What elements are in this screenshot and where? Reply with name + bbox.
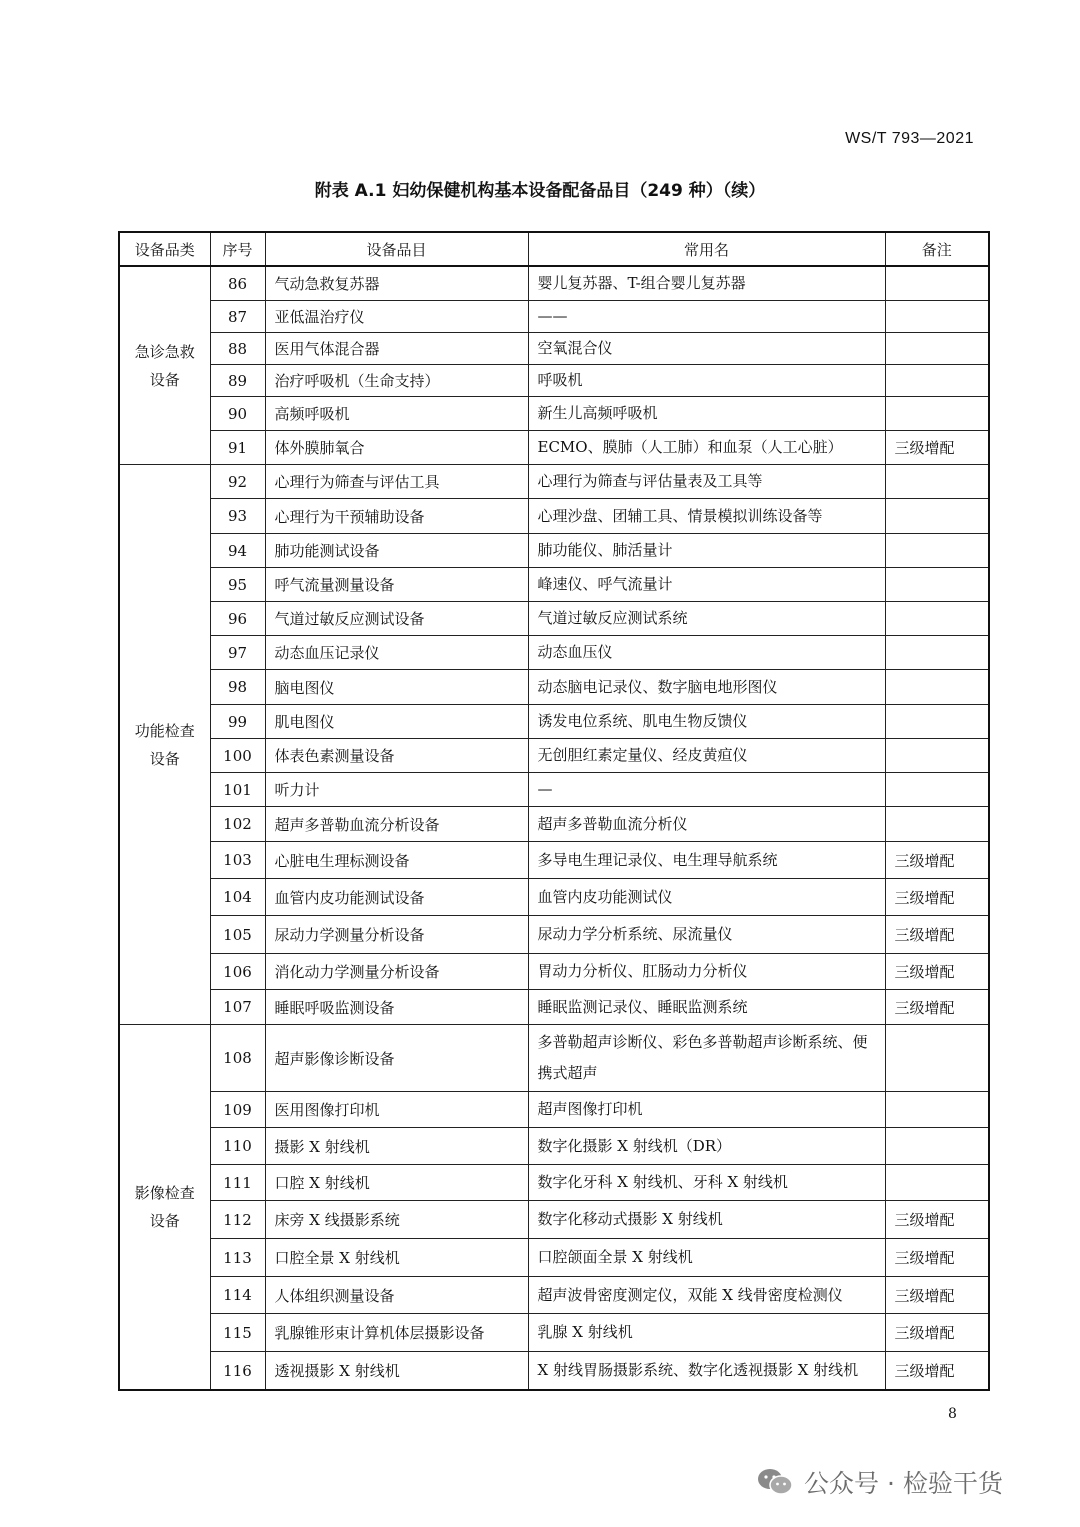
note-cell <box>885 397 989 431</box>
row-number-cell: 108 <box>210 1025 265 1092</box>
row-number-cell: 97 <box>210 636 265 670</box>
note-cell <box>885 705 989 739</box>
item-cell: 高频呼吸机 <box>265 397 528 431</box>
item-cell: 医用图像打印机 <box>265 1092 528 1128</box>
note-cell: 三级增配 <box>885 1239 989 1277</box>
note-cell: 三级增配 <box>885 990 989 1025</box>
common-name-cell: 婴儿复苏器、T-组合婴儿复苏器 <box>528 266 885 301</box>
common-name-cell: 空氧混合仪 <box>528 333 885 365</box>
common-name-cell: 数字化移动式摄影 X 射线机 <box>528 1201 885 1239</box>
table-row <box>119 1201 989 1239</box>
table-row <box>119 954 989 990</box>
table-row <box>119 990 989 1025</box>
table-row <box>119 465 989 499</box>
note-cell: 三级增配 <box>885 954 989 990</box>
row-number-cell: 113 <box>210 1239 265 1277</box>
note-cell <box>885 1165 989 1201</box>
table-row <box>119 1025 989 1092</box>
item-cell: 体外膜肺氧合 <box>265 431 528 465</box>
common-name-cell: 峰速仪、呼气流量计 <box>528 568 885 602</box>
common-name-cell: 睡眠监测记录仪、睡眠监测系统 <box>528 990 885 1025</box>
table-row <box>119 807 989 842</box>
watermark <box>756 1464 1003 1500</box>
item-cell: 心脏电生理标测设备 <box>265 842 528 879</box>
row-number-cell: 88 <box>210 333 265 365</box>
table-row <box>119 1277 989 1314</box>
note-cell <box>885 1025 989 1092</box>
table-row <box>119 333 989 365</box>
common-name-cell: 超声波骨密度测定仪，双能 X 线骨密度检测仪 <box>528 1277 885 1314</box>
wechat-icon <box>756 1466 794 1498</box>
row-number-cell: 110 <box>210 1128 265 1165</box>
common-name-cell: 气道过敏反应测试系统 <box>528 602 885 636</box>
item-cell: 肌电图仪 <box>265 705 528 739</box>
column-header: 设备品目 <box>265 232 528 266</box>
table-row <box>119 1352 989 1391</box>
category-cell <box>119 1025 210 1391</box>
table-title: 附表 A.1 妇幼保健机构基本设备配备品目（249 种）（续） <box>314 181 766 201</box>
item-cell: 医用气体混合器 <box>265 333 528 365</box>
note-cell <box>885 333 989 365</box>
common-name-cell: 血管内皮功能测试仪 <box>528 879 885 916</box>
item-cell: 脑电图仪 <box>265 670 528 705</box>
row-number-cell: 103 <box>210 842 265 879</box>
table-row <box>119 739 989 773</box>
row-number-cell: 116 <box>210 1352 265 1391</box>
table-row <box>119 705 989 739</box>
common-name-cell: 多导电生理记录仪、电生理导航系统 <box>528 842 885 879</box>
column-header: 备注 <box>885 232 989 266</box>
equipment-table <box>118 231 990 1391</box>
item-cell: 睡眠呼吸监测设备 <box>265 990 528 1025</box>
item-cell: 人体组织测量设备 <box>265 1277 528 1314</box>
common-name-cell: 无创胆红素定量仪、经皮黄疸仪 <box>528 739 885 773</box>
note-cell <box>885 499 989 534</box>
item-cell: 血管内皮功能测试设备 <box>265 879 528 916</box>
table-row <box>119 916 989 954</box>
category-label: 功能检查 <box>134 721 195 740</box>
note-cell: 三级增配 <box>885 1314 989 1352</box>
row-number-cell: 90 <box>210 397 265 431</box>
category-cell <box>119 266 210 465</box>
row-number-cell: 91 <box>210 431 265 465</box>
item-cell: 心理行为干预辅助设备 <box>265 499 528 534</box>
item-cell: 超声多普勒血流分析设备 <box>265 807 528 842</box>
table-row <box>119 773 989 807</box>
item-cell: 乳腺锥形束计算机体层摄影设备 <box>265 1314 528 1352</box>
category-cell <box>119 465 210 1025</box>
common-name-cell: 口腔颌面全景 X 射线机 <box>528 1239 885 1277</box>
note-cell: 三级增配 <box>885 1277 989 1314</box>
category-label: 设备 <box>149 749 180 768</box>
common-name-cell: —— <box>528 301 885 333</box>
note-cell: 三级增配 <box>885 1201 989 1239</box>
common-name-cell: 尿动力学分析系统、尿流量仪 <box>528 916 885 954</box>
common-name-cell: 多普勒超声诊断仪、彩色多普勒超声诊断系统、便携式超声 <box>528 1025 885 1092</box>
table-row <box>119 365 989 397</box>
page-number: 8 <box>948 1406 957 1422</box>
note-cell <box>885 568 989 602</box>
row-number-cell: 102 <box>210 807 265 842</box>
item-cell: 心理行为筛查与评估工具 <box>265 465 528 499</box>
table-row <box>119 534 989 568</box>
item-cell: 摄影 X 射线机 <box>265 1128 528 1165</box>
note-cell <box>885 602 989 636</box>
item-cell: 透视摄影 X 射线机 <box>265 1352 528 1391</box>
note-cell: 三级增配 <box>885 879 989 916</box>
column-header: 序号 <box>210 232 265 266</box>
note-cell: 三级增配 <box>885 842 989 879</box>
table-row <box>119 670 989 705</box>
common-name-cell: 乳腺 X 射线机 <box>528 1314 885 1352</box>
common-name-cell: 心理行为筛查与评估量表及工具等 <box>528 465 885 499</box>
table-body <box>119 266 989 1390</box>
row-number-cell: 112 <box>210 1201 265 1239</box>
note-cell <box>885 534 989 568</box>
note-cell <box>885 1092 989 1128</box>
common-name-cell: 数字化牙科 X 射线机、牙科 X 射线机 <box>528 1165 885 1201</box>
row-number-cell: 106 <box>210 954 265 990</box>
item-cell: 听力计 <box>265 773 528 807</box>
item-cell: 消化动力学测量分析设备 <box>265 954 528 990</box>
table-header-row <box>119 232 989 266</box>
table-row <box>119 266 989 301</box>
category-label: 设备 <box>149 370 180 389</box>
common-name-cell: — <box>528 773 885 807</box>
note-cell <box>885 807 989 842</box>
common-name-cell: 肺功能仪、肺活量计 <box>528 534 885 568</box>
item-cell: 亚低温治疗仪 <box>265 301 528 333</box>
common-name-cell: 新生儿高频呼吸机 <box>528 397 885 431</box>
item-cell: 气道过敏反应测试设备 <box>265 602 528 636</box>
column-header: 设备品类 <box>119 232 210 266</box>
common-name-cell: 动态血压仪 <box>528 636 885 670</box>
item-cell: 动态血压记录仪 <box>265 636 528 670</box>
row-number-cell: 101 <box>210 773 265 807</box>
note-cell: 三级增配 <box>885 916 989 954</box>
note-cell <box>885 636 989 670</box>
note-cell <box>885 773 989 807</box>
note-cell <box>885 266 989 301</box>
item-cell: 床旁 X 线摄影系统 <box>265 1201 528 1239</box>
table-row <box>119 1165 989 1201</box>
item-cell: 呼气流量测量设备 <box>265 568 528 602</box>
table-row <box>119 636 989 670</box>
table-row <box>119 397 989 431</box>
common-name-cell: ECMO、膜肺（人工肺）和血泵（人工心脏） <box>528 431 885 465</box>
row-number-cell: 94 <box>210 534 265 568</box>
item-cell: 口腔 X 射线机 <box>265 1165 528 1201</box>
category-label: 影像检查 <box>134 1184 195 1202</box>
common-name-cell: 动态脑电记录仪、数字脑电地形图仪 <box>528 670 885 705</box>
common-name-cell: X 射线胃肠摄影系统、数字化透视摄影 X 射线机 <box>528 1352 885 1391</box>
note-cell <box>885 465 989 499</box>
common-name-cell: 心理沙盘、团辅工具、情景模拟训练设备等 <box>528 499 885 534</box>
table-row <box>119 1092 989 1128</box>
row-number-cell: 107 <box>210 990 265 1025</box>
note-cell: 三级增配 <box>885 1352 989 1391</box>
row-number-cell: 111 <box>210 1165 265 1201</box>
item-cell: 尿动力学测量分析设备 <box>265 916 528 954</box>
table-row <box>119 842 989 879</box>
row-number-cell: 114 <box>210 1277 265 1314</box>
table-row <box>119 499 989 534</box>
column-header: 常用名 <box>528 232 885 266</box>
table-row <box>119 1239 989 1277</box>
item-cell: 气动急救复苏器 <box>265 266 528 301</box>
category-label: 设备 <box>149 1212 180 1230</box>
table-row <box>119 1314 989 1352</box>
row-number-cell: 105 <box>210 916 265 954</box>
common-name-cell: 数字化摄影 X 射线机（DR） <box>528 1128 885 1165</box>
row-number-cell: 87 <box>210 301 265 333</box>
row-number-cell: 86 <box>210 266 265 301</box>
common-name-cell: 呼吸机 <box>528 365 885 397</box>
watermark-text: 公众号 · 检验干货 <box>804 1469 1003 1498</box>
note-cell <box>885 365 989 397</box>
row-number-cell: 115 <box>210 1314 265 1352</box>
table-row <box>119 301 989 333</box>
table-row <box>119 568 989 602</box>
common-name-cell: 超声图像打印机 <box>528 1092 885 1128</box>
row-number-cell: 92 <box>210 465 265 499</box>
row-number-cell: 104 <box>210 879 265 916</box>
note-cell: 三级增配 <box>885 431 989 465</box>
row-number-cell: 109 <box>210 1092 265 1128</box>
category-label: 急诊急救 <box>134 342 195 361</box>
item-cell: 超声影像诊断设备 <box>265 1025 528 1092</box>
item-cell: 治疗呼吸机（生命支持） <box>265 365 528 397</box>
item-cell: 口腔全景 X 射线机 <box>265 1239 528 1277</box>
row-number-cell: 99 <box>210 705 265 739</box>
table-row <box>119 879 989 916</box>
row-number-cell: 98 <box>210 670 265 705</box>
table-row <box>119 431 989 465</box>
standard-code: WS/T 793—2021 <box>845 130 974 147</box>
note-cell <box>885 670 989 705</box>
common-name-cell: 诱发电位系统、肌电生物反馈仪 <box>528 705 885 739</box>
note-cell <box>885 739 989 773</box>
row-number-cell: 89 <box>210 365 265 397</box>
row-number-cell: 93 <box>210 499 265 534</box>
item-cell: 体表色素测量设备 <box>265 739 528 773</box>
row-number-cell: 96 <box>210 602 265 636</box>
common-name-cell: 超声多普勒血流分析仪 <box>528 807 885 842</box>
common-name-cell: 胃动力分析仪、肛肠动力分析仪 <box>528 954 885 990</box>
table-row <box>119 602 989 636</box>
note-cell <box>885 1128 989 1165</box>
item-cell: 肺功能测试设备 <box>265 534 528 568</box>
row-number-cell: 100 <box>210 739 265 773</box>
row-number-cell: 95 <box>210 568 265 602</box>
table-row <box>119 1128 989 1165</box>
note-cell <box>885 301 989 333</box>
